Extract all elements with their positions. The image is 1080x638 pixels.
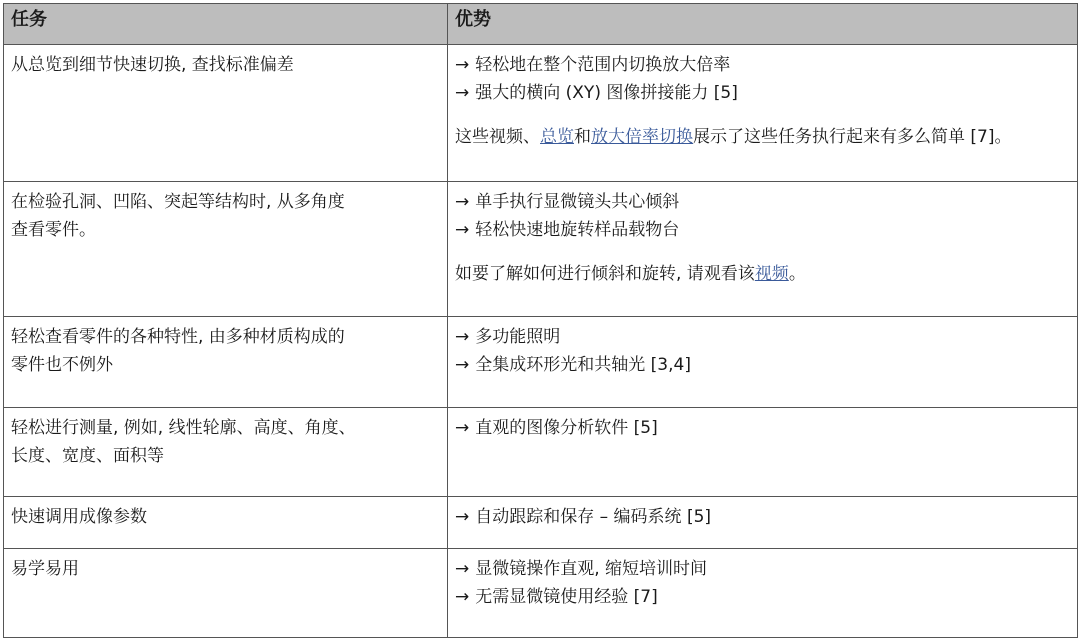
arrow-icon: →: [455, 559, 470, 579]
arrow-icon: →: [455, 418, 470, 438]
table-row: [4, 182, 1078, 317]
task-cell: [4, 45, 448, 182]
task-cell: [4, 317, 448, 408]
benefit-item: [455, 583, 1070, 611]
overview-video-link[interactable]: 总览: [540, 127, 574, 147]
benefit-item: [455, 188, 1070, 216]
note-suffix: 展示了这些任务执行起来有多么简单 [7]。: [693, 127, 1012, 147]
benefit-item: [455, 503, 1070, 531]
table-row: [4, 45, 1078, 182]
benefit-text: 多功能照明: [475, 327, 561, 347]
task-text: 轻松查看零件的各种特性, 由多种材质构成的: [11, 327, 345, 347]
benefit-cell: [448, 497, 1078, 549]
benefit-cell: [448, 182, 1078, 317]
benefit-cell: [448, 408, 1078, 497]
task-cell: [4, 549, 448, 638]
benefit-item: [455, 351, 1070, 379]
benefit-item: [455, 555, 1070, 583]
note-prefix: 如要了解如何进行倾斜和旋转, 请观看该: [455, 264, 755, 284]
benefit-item: [455, 323, 1070, 351]
task-benefit-table: [3, 3, 1078, 638]
arrow-icon: →: [455, 355, 470, 375]
arrow-icon: →: [455, 327, 470, 347]
arrow-icon: →: [455, 587, 470, 607]
benefit-text: 自动跟踪和保存 – 编码系统 [5]: [475, 507, 712, 527]
task-text: 轻松进行测量, 例如, 线性轮廓、高度、角度、: [11, 418, 356, 438]
task-text: 快速调用成像参数: [11, 507, 147, 527]
task-text: 查看零件。: [11, 220, 96, 240]
task-cell: [4, 182, 448, 317]
benefit-cell: [448, 45, 1078, 182]
video-note: [455, 260, 1070, 288]
task-text: 易学易用: [11, 559, 79, 579]
note-mid: 和: [574, 127, 591, 147]
header-benefit: 优势: [448, 4, 1078, 45]
benefit-text: 全集成环形光和共轴光 [3,4]: [475, 355, 691, 375]
note-suffix: 。: [788, 264, 806, 284]
video-note: [455, 123, 1070, 151]
benefit-text: 直观的图像分析软件 [5]: [475, 418, 658, 438]
task-text: 在检验孔洞、凹陷、突起等结构时, 从多角度: [11, 192, 345, 212]
table-row: [4, 497, 1078, 549]
arrow-icon: →: [455, 507, 470, 527]
benefit-cell: [448, 317, 1078, 408]
note-prefix: 这些视频、: [455, 127, 540, 147]
task-cell: [4, 408, 448, 497]
task-cell: [4, 497, 448, 549]
benefit-text: 单手执行显微镜头共心倾斜: [475, 192, 680, 212]
benefit-item: [455, 216, 1070, 244]
task-text: 从总览到细节快速切换, 查找标准偏差: [11, 55, 294, 75]
benefit-text: 强大的横向 (XY) 图像拼接能力 [5]: [475, 83, 738, 103]
benefit-text: 轻松快速地旋转样品载物台: [475, 220, 680, 240]
task-text: 长度、宽度、面积等: [11, 446, 164, 466]
benefit-item: [455, 414, 1070, 442]
arrow-icon: →: [455, 55, 470, 75]
comparison-table-container: [3, 3, 1077, 614]
tilt-rotate-video-link[interactable]: 视频: [754, 264, 789, 284]
table-header-row: [4, 4, 1078, 45]
benefit-item: [455, 79, 1070, 107]
table-row: [4, 549, 1078, 638]
benefit-item: [455, 51, 1070, 79]
arrow-icon: →: [455, 220, 470, 240]
header-task: 任务: [4, 4, 448, 45]
arrow-icon: →: [455, 83, 470, 103]
benefit-text: 无需显微镜使用经验 [7]: [475, 587, 658, 607]
arrow-icon: →: [455, 192, 470, 212]
benefit-text: 显微镜操作直观, 缩短培训时间: [475, 559, 708, 579]
zoom-switch-video-link[interactable]: 放大倍率切换: [591, 127, 693, 147]
table-row: [4, 408, 1078, 497]
benefit-cell: [448, 549, 1078, 638]
benefit-text: 轻松地在整个范围内切换放大倍率: [475, 55, 731, 75]
task-text: 零件也不例外: [11, 355, 113, 375]
table-row: [4, 317, 1078, 408]
